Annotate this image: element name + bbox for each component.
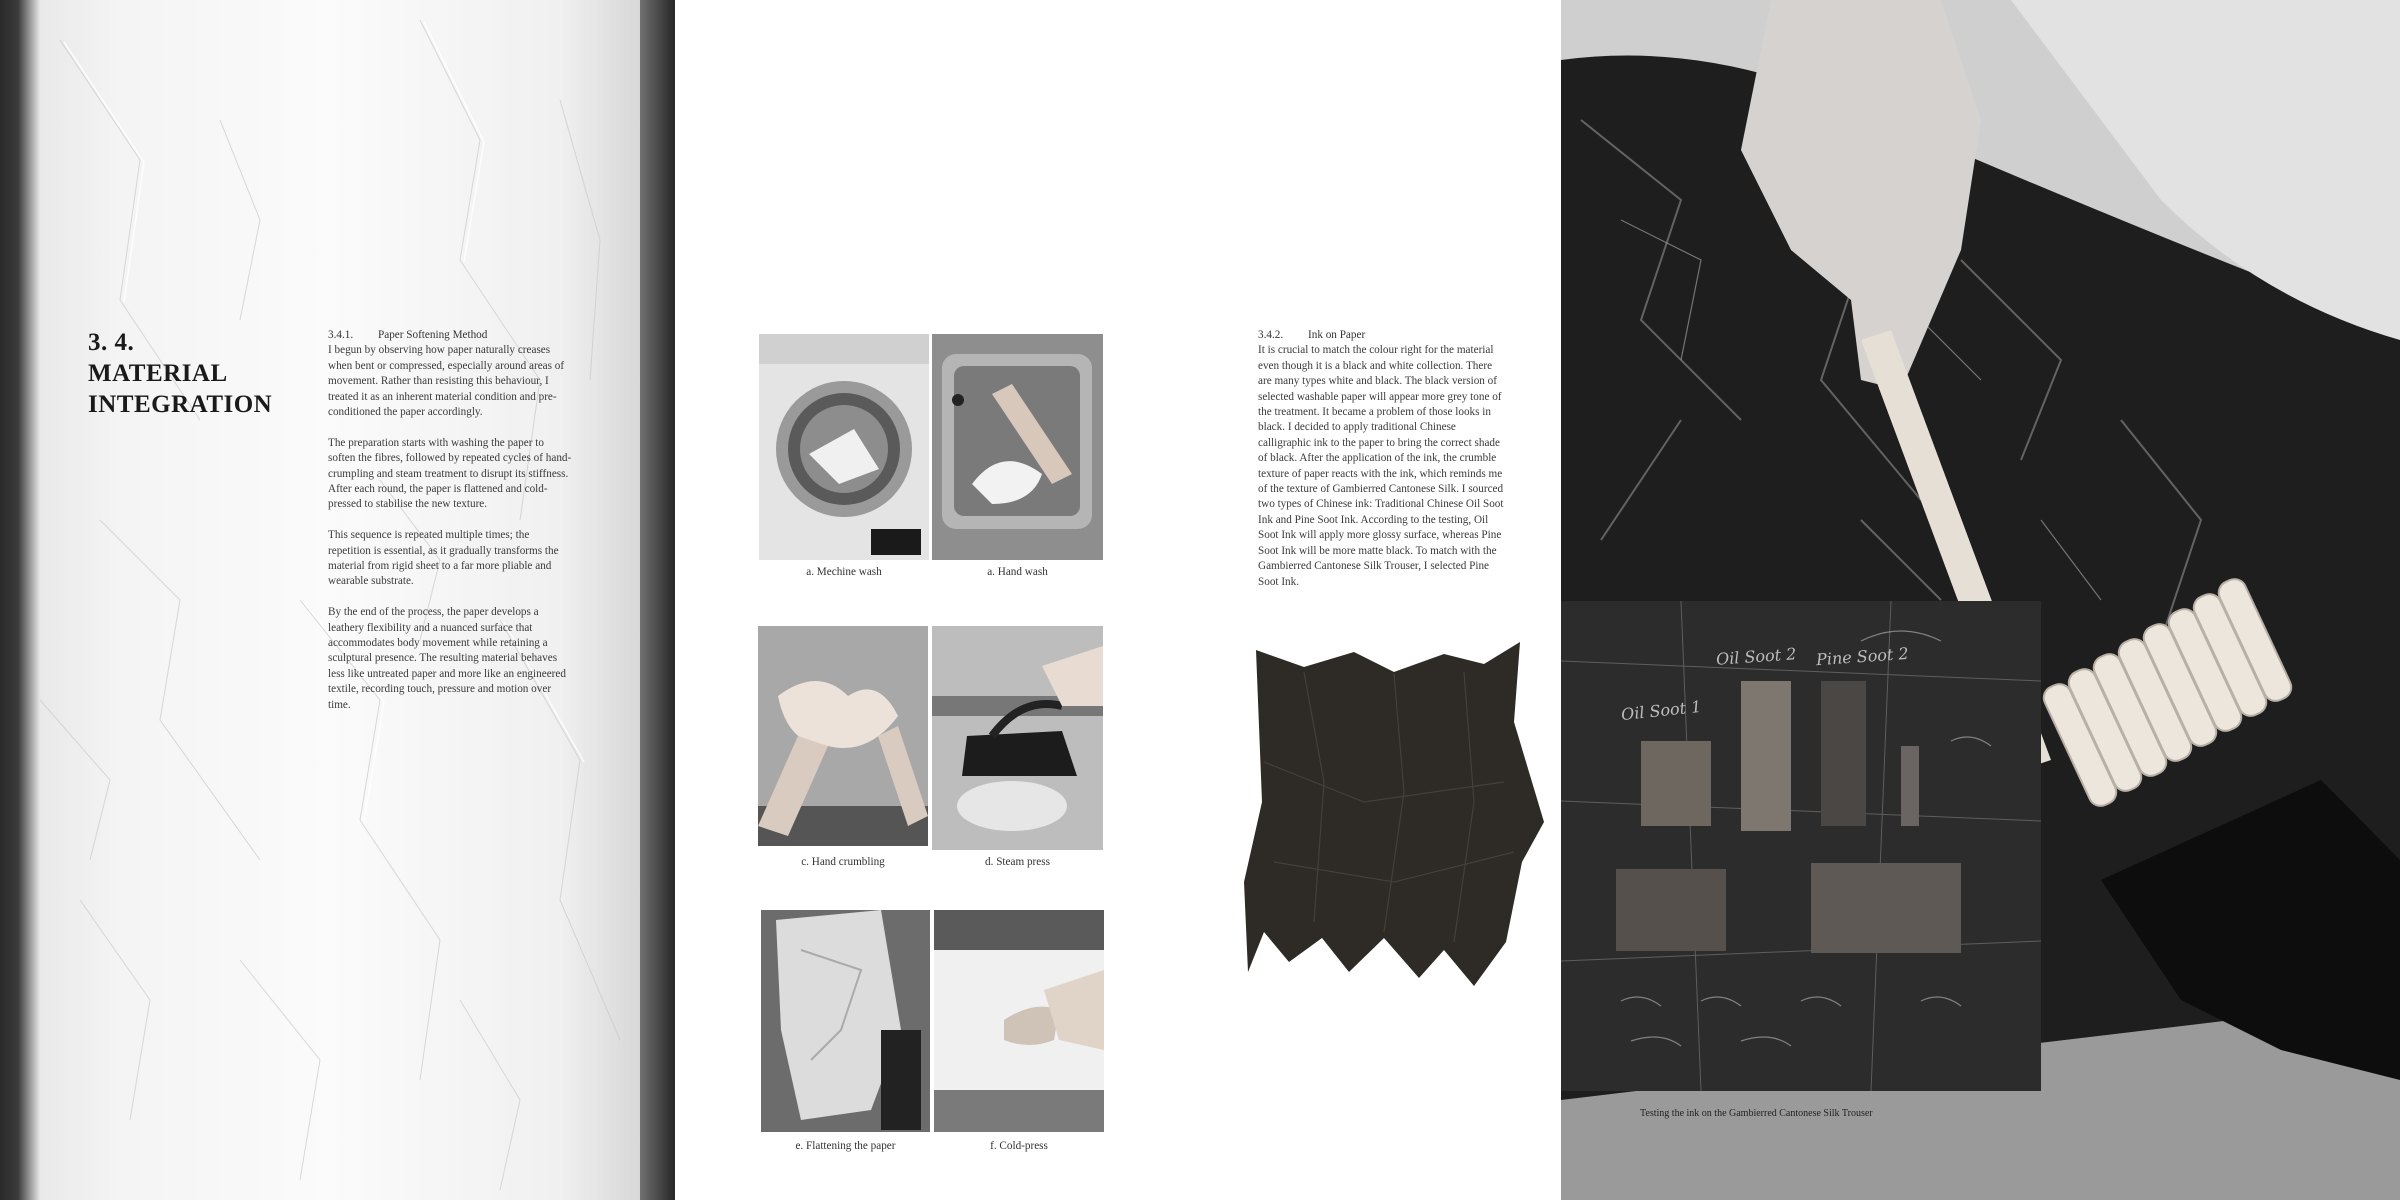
section-number: 3. 4. xyxy=(88,329,135,356)
photo-caption: a. Hand wash xyxy=(987,566,1048,578)
board-label: Pine Soot 2 xyxy=(1815,643,1910,670)
steam-press-photo xyxy=(932,626,1103,850)
subsection-number: 3.4.2. xyxy=(1258,329,1284,341)
paragraph: This sequence is repeated multiple times; the repetition is essential, as it gradually transforms the material from rigid sheet to a far more pliable and wearable substrate. xyxy=(328,529,559,588)
subsection-title: Paper Softening Method xyxy=(378,329,488,341)
machine-wash-photo xyxy=(759,334,929,560)
section-title-line2: INTEGRATION xyxy=(88,391,273,418)
paragraph: The preparation starts with washing the paper to soften the fibres, followed by repeated cycles of hand-crumpling and steam treatment to disrupt its stiffness. After each round, the paper is flattened and cold-pressed to stabilise the new texture. xyxy=(328,436,572,511)
cold-press-photo xyxy=(934,910,1104,1132)
softening-method-text xyxy=(328,328,573,729)
board-caption: Testing the ink on the Gambierred Cantonese Silk Trouser xyxy=(1640,1108,1873,1119)
subsection-heading xyxy=(328,328,573,343)
paragraph: It is crucial to match the colour right for the material even though it is a black and white collection. There are many types white and black. The black version of selected washable paper will appear more grey tone of the treatment. It became a problem of those looks in black. I decided to apply traditional Chinese calligraphic ink to the paper to bring the correct shade of black. After the application of the ink, the crumble texture of paper reacts with the ink, which reminds me of the texture of Gambierred Cantonese Silk. I sourced two types of Chinese ink: Traditional Chinese Oil Soot Ink and Pine Soot Ink. According to the testing, Oil Soot Ink will apply more glossy surface, whereas Pine Soot Ink will be more matte black. To match with the Gambierred Cantonese Silk Trouser, I selected Pine Soot Ink. xyxy=(1258,344,1504,588)
photo-caption: c. Hand crumbling xyxy=(801,856,885,868)
ink-on-paper-text xyxy=(1258,328,1508,590)
subsection-title: Ink on Paper xyxy=(1308,329,1366,341)
section-title xyxy=(88,358,288,420)
photo-caption: e. Flattening the paper xyxy=(795,1140,896,1152)
flattening-paper-photo xyxy=(761,910,930,1132)
ink-sample-board xyxy=(1561,601,2041,1091)
subsection-heading xyxy=(1258,328,1508,343)
photo-caption: d. Steam press xyxy=(985,856,1050,868)
hand-wash-photo xyxy=(932,334,1103,560)
paragraph: By the end of the process, the paper develops a leathery flexibility and a nuanced surface that accommodates body movement while retaining a sculptural presence. The resulting material behaves less like untreated paper and more like an engineered textile, recording touch, pressure and motion over time. xyxy=(328,606,566,711)
inked-garment-image xyxy=(1244,642,1544,998)
board-label: Oil Soot 1 xyxy=(1620,696,1703,725)
photo-caption: a. Mechine wash xyxy=(806,566,882,578)
board-label: Oil Soot 2 xyxy=(1715,644,1797,669)
hand-crumbling-photo xyxy=(758,626,928,846)
section-title-line1: MATERIAL xyxy=(88,360,228,387)
photo-caption: f. Cold-press xyxy=(990,1140,1048,1152)
subsection-number: 3.4.1. xyxy=(328,329,354,341)
paragraph: I begun by observing how paper naturally creases when bent or compressed, especially around areas of movement. Rather than resisting this behaviour, I treated it as an inherent material condition and pre-conditioned the paper accordingly. xyxy=(328,344,565,419)
